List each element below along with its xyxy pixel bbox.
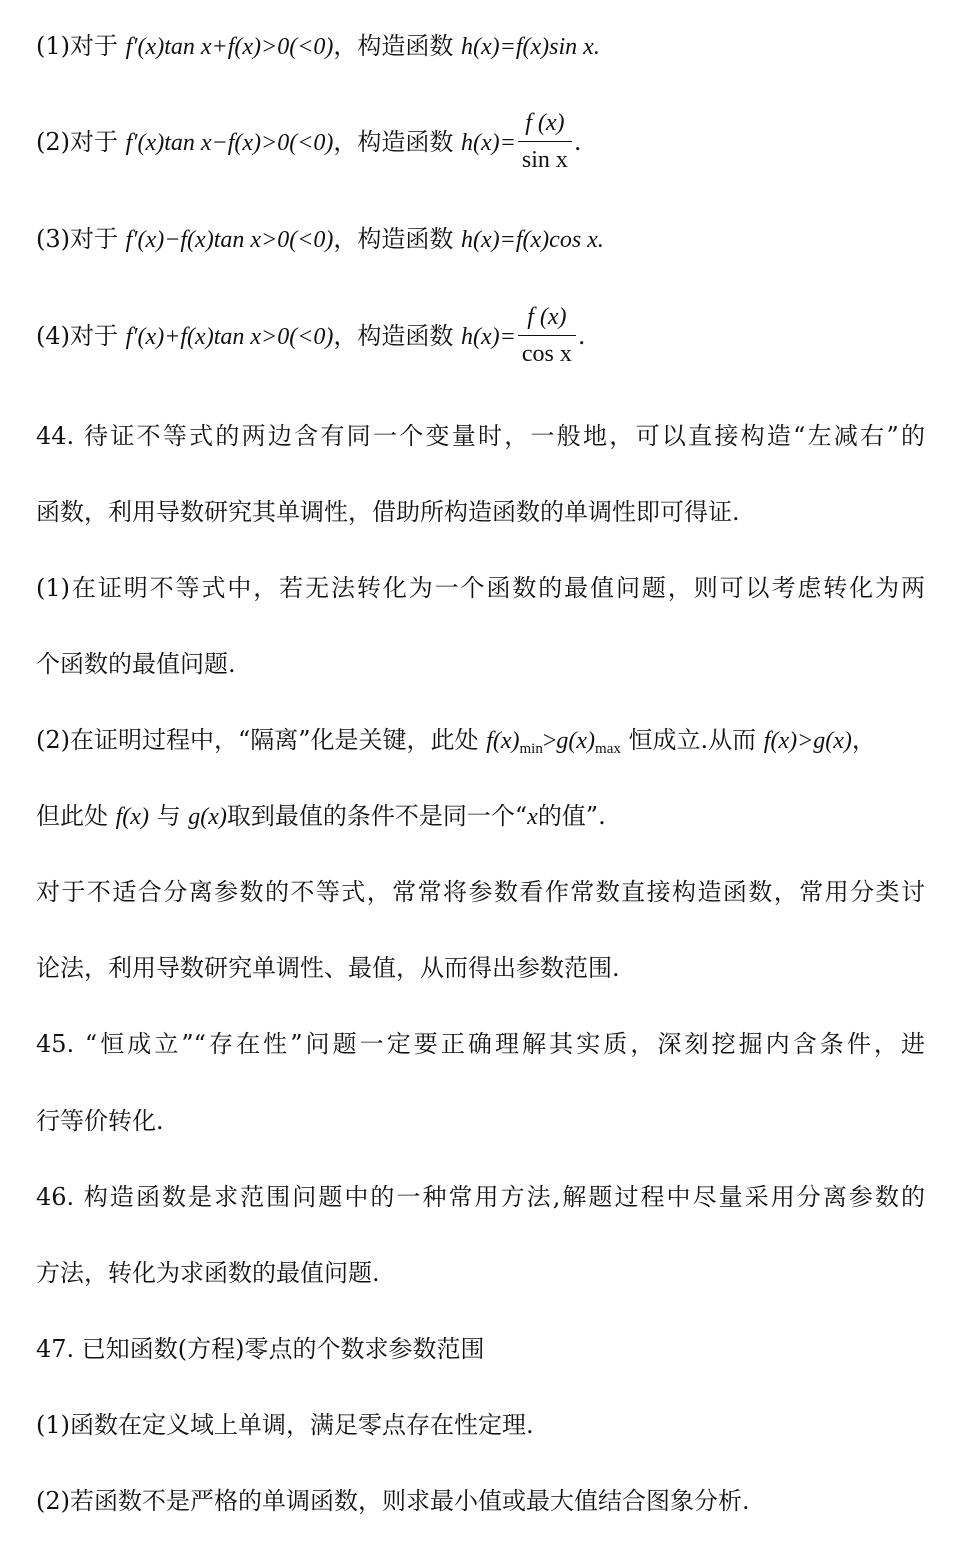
rule-function: h(x)=f(x)sin x.	[461, 34, 600, 60]
rule-function-lhs: h(x)=	[461, 324, 516, 350]
item-44-sub1-line-1: (1)在证明不等式中，若无法转化为一个函数的最值问题，则可以考虑转化为两	[36, 574, 925, 602]
rule-condition-prefix: 对于	[70, 322, 118, 350]
rule-construct-prefix: ，构造函数	[333, 322, 462, 350]
rule-2	[36, 102, 582, 182]
rule-tail: .	[573, 128, 582, 156]
sub2-text: (2)在证明过程中，“隔离”化是关键，此处	[36, 726, 479, 754]
fraction-denominator: sin x	[521, 147, 568, 173]
item-44-sub2-line-1	[36, 723, 876, 757]
rule-label: (3)	[36, 225, 70, 253]
sub2-rest: 恒成立.从而	[628, 726, 757, 754]
item-46-line-2: 方法，转化为求函数的最值问题.	[36, 1259, 380, 1287]
item-45-line-1: 45. “恒成立”“存在性”问题一定要正确理解其实质，深刻挖掘内含条件，进	[36, 1030, 925, 1058]
rule-function-lhs: h(x)=	[461, 130, 516, 156]
rule-condition: f′(x)−f(x)tan x>0(<0)	[125, 227, 334, 253]
sub2-line2-gx: g(x)	[188, 804, 227, 830]
item-47-title: 47. 已知函数(方程)零点的个数求参数范围	[36, 1335, 485, 1363]
item-44-sub1-line-2: 个函数的最值问题.	[36, 650, 236, 678]
item-44-line-2: 函数，利用导数研究其单调性，借助所构造函数的单调性即可得证.	[36, 498, 740, 526]
rule-label: (2)	[36, 128, 70, 156]
sub2-line2-x: x	[527, 804, 538, 830]
rule-condition-prefix: 对于	[70, 225, 118, 253]
item-44-sub2-line-2	[36, 799, 606, 833]
sub2-line2-mid: 与	[156, 802, 181, 830]
rule-condition: f′(x)tan x−f(x)>0(<0)	[125, 130, 334, 156]
sub2-line2-fx: f(x)	[115, 804, 149, 830]
rule-1	[36, 29, 600, 63]
item-45-line-2: 行等价转化.	[36, 1107, 164, 1135]
rule-condition: f′(x)+f(x)tan x>0(<0)	[125, 324, 334, 350]
item-47-sub2: (2)若函数不是严格的单调函数，则求最小值或最大值结合图象分析.	[36, 1487, 750, 1515]
sub2-max-subscript: max	[595, 741, 621, 757]
item-44-line-1: 44. 待证不等式的两边含有同一个变量时，一般地，可以直接构造“左减右”的	[36, 422, 925, 450]
rule-condition: f′(x)tan x+f(x)>0(<0)	[125, 34, 334, 60]
item-47-sub1: (1)函数在定义域上单调，满足零点存在性定理.	[36, 1411, 534, 1439]
sub2-line2-rest: 取到最值的条件不是同一个“	[226, 802, 528, 830]
sub2-gt: >	[542, 728, 557, 754]
rule-3	[36, 222, 604, 256]
fraction	[518, 105, 572, 178]
sub2-line2-end: 的值”.	[537, 802, 606, 830]
fraction-denominator: cos x	[521, 341, 572, 367]
item-44-note-line-1: 对于不适合分离参数的不等式，常常将参数看作常数直接构造函数，常用分类讨	[36, 878, 925, 906]
item-44-note-line-2: 论法，利用导数研究单调性、最值，从而得出参数范围.	[36, 954, 620, 982]
item-46-line-1: 46. 构造函数是求范围问题中的一种常用方法,解题过程中尽量采用分离参数的	[36, 1183, 925, 1211]
sub2-min-subscript: min	[519, 741, 543, 757]
rule-label: (1)	[36, 32, 70, 60]
sub2-line2-pre: 但此处	[36, 802, 108, 830]
fraction	[518, 299, 576, 372]
rule-condition-prefix: 对于	[70, 32, 118, 60]
sub2-compare: f(x)>g(x)	[763, 728, 852, 754]
rule-construct-prefix: ，构造函数	[333, 225, 462, 253]
sub2-fx: f(x)	[486, 728, 520, 754]
rule-condition-prefix: 对于	[70, 128, 118, 156]
fraction-numerator: f (x)	[518, 105, 572, 142]
rule-tail: .	[577, 322, 586, 350]
rule-4	[36, 296, 586, 376]
fraction-numerator: f (x)	[518, 299, 576, 336]
rule-label: (4)	[36, 322, 70, 350]
sub2-comma: ，	[851, 726, 876, 754]
rule-function: h(x)=f(x)cos x.	[461, 227, 604, 253]
rule-construct-prefix: ，构造函数	[333, 32, 462, 60]
sub2-gx: g(x)	[556, 728, 596, 754]
rule-construct-prefix: ，构造函数	[333, 128, 462, 156]
